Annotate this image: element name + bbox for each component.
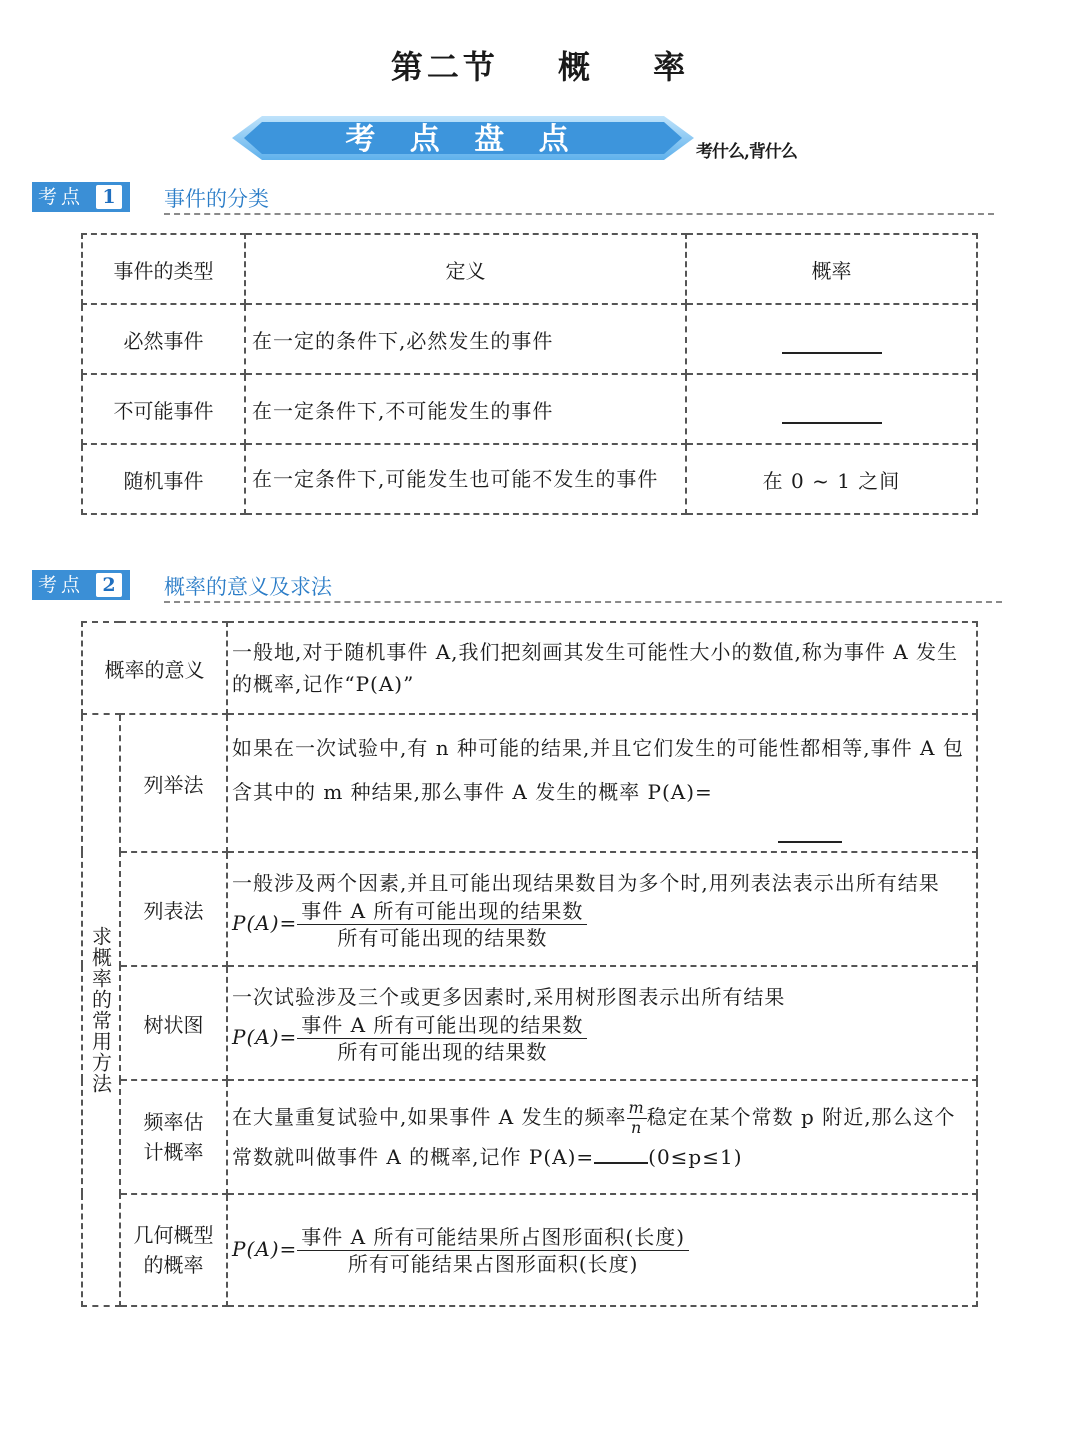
meaning-label: 概率的意义	[82, 622, 227, 714]
method-text: 一般涉及两个因素,并且可能出现结果数目为多个时,用列表法表示出所有结果	[232, 870, 940, 895]
meaning-text: 一般地,对于随机事件 A,我们把刻画其发生可能性大小的数值,称为事件 A 发生的概率,记作“P(A)”	[227, 622, 977, 714]
formula-fraction	[297, 1224, 689, 1277]
formula-fraction	[297, 1012, 587, 1065]
event-type: 不可能事件	[82, 374, 245, 444]
table-header-row	[82, 234, 977, 304]
table-row	[82, 374, 977, 444]
methods-group-cell	[82, 714, 120, 1306]
section2-tag-number: 2	[96, 573, 122, 597]
table-row	[82, 1080, 977, 1194]
section1-tag-number: 1	[96, 185, 122, 209]
table-row	[82, 444, 977, 514]
answer-blank	[782, 334, 882, 354]
method-text-a: 在大量重复试验中,如果事件 A 发生的频率	[232, 1104, 627, 1129]
formula-lhs: P(A)=	[232, 1236, 298, 1261]
meaning-row	[82, 622, 977, 714]
formula	[232, 898, 972, 951]
event-classification-table	[81, 233, 978, 515]
method-name-text: 几何概型的概率	[133, 1223, 214, 1277]
formula-denominator: 所有可能出现的结果数	[337, 925, 548, 950]
answer-blank	[782, 404, 882, 424]
method-text-c: (0≤p≤1)	[648, 1145, 743, 1170]
method-description	[227, 966, 977, 1080]
banner-subtitle: 考什么,背什么	[696, 142, 797, 162]
formula-numerator: 事件 A 所有可能结果所占图形面积(长度)	[297, 1224, 689, 1251]
section1-title: 事件的分类	[164, 187, 269, 211]
banner-text: 考 点 盘 点	[345, 122, 581, 157]
section1-tag-label: 考点	[38, 186, 85, 208]
formula-numerator: 事件 A 所有可能出现的结果数	[297, 1012, 587, 1039]
method-description	[227, 852, 977, 966]
event-type: 随机事件	[82, 444, 245, 514]
method-description	[227, 1080, 977, 1194]
formula-denominator: 所有可能出现的结果数	[337, 1039, 548, 1064]
method-name	[120, 1194, 227, 1306]
method-description	[227, 1194, 977, 1306]
formula-lhs: P(A)=	[232, 1024, 298, 1049]
section1-header	[32, 182, 1012, 214]
section1-tag	[32, 182, 130, 212]
event-definition: 在一定条件下,不可能发生的事件	[245, 374, 686, 444]
frequency-fraction	[627, 1099, 647, 1137]
method-name: 列表法	[120, 852, 227, 966]
methods-group-label: 求概率的常用方法	[88, 926, 113, 1094]
method-text: 一次试验涉及三个或更多因素时,采用树形图表示出所有结果	[232, 984, 786, 1009]
section1-divider	[164, 213, 994, 215]
answer-blank	[778, 821, 842, 843]
table-row	[82, 852, 977, 966]
formula	[232, 1012, 972, 1065]
title-section: 第二节	[390, 48, 499, 86]
section2-title: 概率的意义及求法	[164, 575, 332, 599]
header-event-type: 事件的类型	[82, 234, 245, 304]
method-name-text: 频率估计概率	[143, 1110, 204, 1164]
method-name: 列举法	[120, 714, 227, 852]
event-definition: 在一定条件下,可能发生也可能不发生的事件	[245, 444, 686, 514]
frequency-denominator: n	[630, 1117, 643, 1137]
banner-graphic	[232, 116, 694, 160]
method-name	[120, 1080, 227, 1194]
header-definition: 定义	[245, 234, 686, 304]
section2-divider	[164, 601, 1002, 603]
event-definition: 在一定的条件下,必然发生的事件	[245, 304, 686, 374]
method-text-b: 稳定在某个常数 p 附近,那么这个常数就叫做事件 A 的概率,记作 P(A)=	[232, 1104, 956, 1170]
event-type: 必然事件	[82, 304, 245, 374]
formula-fraction	[297, 898, 587, 951]
method-name: 树状图	[120, 966, 227, 1080]
probability-methods-table	[81, 621, 978, 1307]
section2-tag-label: 考点	[38, 574, 85, 596]
method-text: 如果在一次试验中,有 n 种可能的结果,并且它们发生的可能性都相等,事件 A 包含其中的 m 种结果,那么事件 A 发生的概率 P(A)=	[232, 736, 964, 804]
table-row	[82, 304, 977, 374]
answer-blank	[594, 1142, 648, 1164]
method-description	[227, 714, 977, 852]
title-word-2: 率	[653, 48, 690, 86]
formula-numerator: 事件 A 所有可能出现的结果数	[297, 898, 587, 925]
header-probability: 概率	[686, 234, 977, 304]
probability-cell	[686, 374, 977, 444]
section2-tag	[32, 570, 130, 600]
probability-cell: 在 0 ~ 1 之间	[686, 444, 977, 514]
page-title	[0, 42, 1080, 88]
frequency-numerator: m	[628, 1098, 645, 1118]
title-word-1: 概	[557, 48, 594, 86]
formula-lhs: P(A)=	[232, 910, 298, 935]
answer-blank-wrap	[232, 814, 972, 840]
table-row	[82, 1194, 977, 1306]
table-row	[82, 714, 977, 852]
section2-header	[32, 570, 1012, 602]
table-row	[82, 966, 977, 1080]
formula-denominator: 所有可能结果占图形面积(长度)	[347, 1251, 639, 1276]
probability-cell	[686, 304, 977, 374]
